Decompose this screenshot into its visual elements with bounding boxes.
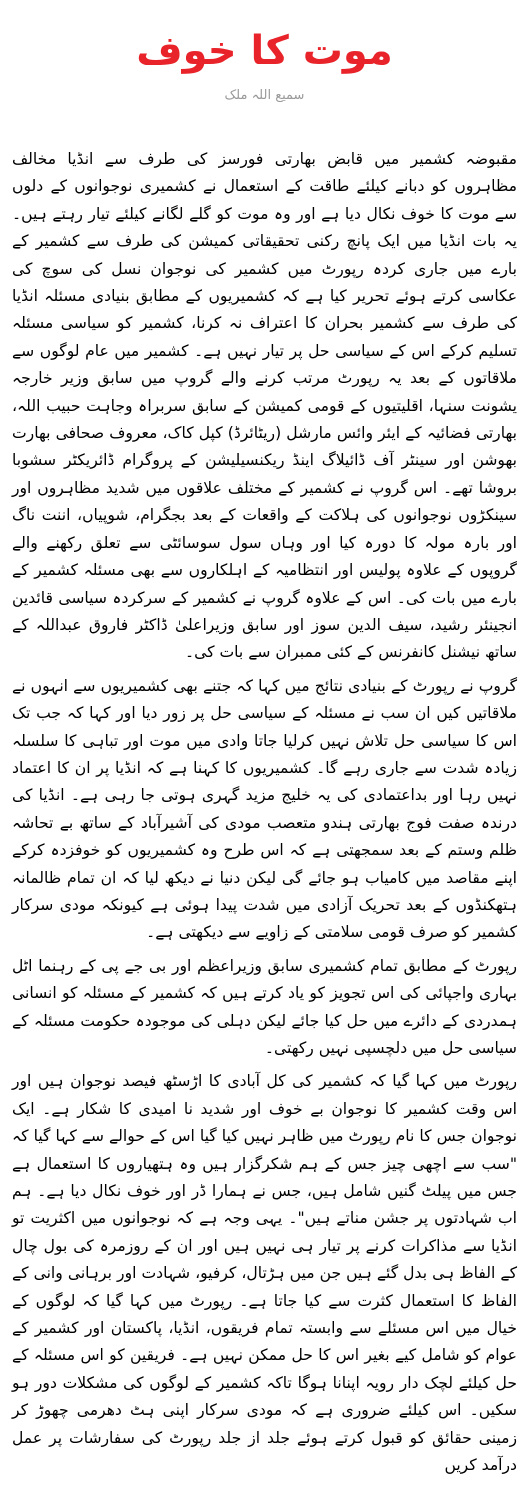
paragraph: رپورٹ میں کہا گیا کہ کشمیر کی کل آبادی کا اڑسٹھ فیصد نوجوان ہیں اور اس وقت کشمیر کا نوجوان بے خوف اور شدید نا امیدی کا شکار ہے۔ ایک نوجوان جس کا نام رپورٹ میں ظاہر نہیں کیا گیا اس کے حوالے سے کہا گیا کہ "سب سے اچھی چیز جس کے ہم شکرگزار ہیں وہ ہتھیاروں کا استعمال ہے جس میں پیلٹ گنیں شامل ہیں، جس نے ہمارا ڈر اور خوف نکال دیا ہے۔ ہم اب شہادتوں پر جشن مناتے ہیں"۔ یہی وجہ ہے کہ نوجوانوں میں اکثریت تو انڈیا سے مذاکرات کرنے پر تیار ہی نہیں ہیں اور ان کے روزمرہ کی بول چال کے الفاظ ہی بدل گئے ہیں جن میں ہڑتال، کرفیو، شہادت اور برہانی وانی کے الفاظ کا استعمال کثرت سے کیا جاتا ہے۔ رپورٹ میں کہا گیا کہ لوگوں کے خیال میں اس مسئلے سے وابستہ تمام فریقوں، انڈیا، پاکستان اور کشمیر کے عوام کو شامل کیے بغیر اس کا حل ممکن نہیں ہے۔ فریقین کو اس مسئلہ کے حل کیلئے لچک دار رویہ اپنانا ہوگا تاکہ کشمیر کے لوگوں کی مشکلات دور ہو سکیں۔ اس کیلئے ضروری ہے کہ مودی سرکار اپنی ہٹ دھرمی چھوڑ کر زمینی حقائق کو قبول کرتے ہوئے جلد از جلد رپورٹ کی سفارشات پر عمل درآمد کریں <box>12 1072 517 1475</box>
article-title: موت کا خوف <box>136 28 393 74</box>
paragraph: رپورٹ کے مطابق تمام کشمیری سابق وزیراعظم اور بی جے پی کے رہنما اٹل بہاری واجپائی کی اس تجویز کو یاد کرتے ہیں کہ کشمیر کے مسئلہ کو انسانی ہمدردی کے دائرے میں حل کیا جائے لیکن دہلی کی موجودہ حکومت مسئلہ کے سیاسی حل میں دلچسپی نہیں رکھتی۔ <box>12 956 517 1057</box>
author-byline: سمیع اللہ ملک <box>224 88 305 103</box>
paragraph: مقبوضہ کشمیر میں قابض بھارتی فورسز کی طرف سے انڈیا مخالف مظاہروں کو دبانے کیلئے طاقت کے استعمال نے کشمیری نوجوانوں کے دلوں سے موت کا خوف نکال دیا ہے اور وہ موت کو گلے لگانے کیلئے تیار رہتے ہیں۔ یہ بات انڈیا میں ایک پانچ رکنی تحقیقاتی کمیشن کی طرف سے کشمیر کے بارے میں جاری کردہ رپورٹ میں کشمیر کی نوجوان نسل کی سوچ کی عکاسی کرتے ہوئے تحریر کیا ہے کہ کشمیریوں کے مطابق بنیادی مسئلہ انڈیا کی طرف سے کشمیر بحران کا اعتراف نہ کرنا، کشمیر کو سیاسی مسئلہ تسلیم کرکے اس کے سیاسی حل پر تیار نہیں ہے۔ کشمیر میں عام لوگوں سے ملاقاتوں کے بعد یہ رپورٹ مرتب کرنے والے گروپ میں سابق وزیر خارجہ یشونت سنہا، اقلیتیوں کے قومی کمیشن کے سابق سربراہ وجاہت حبیب اللہ، بھارتی فضائیہ کے ایئر وائس مارشل (ریٹائرڈ) کپل کاک، معروف صحافی بھارت بھوشن اور سینٹر آف ڈائیلاگ اینڈ ریکنسیلیشن کے پروگرام ڈائریکٹر سشوبا بروشا تھے۔ اس گروپ نے کشمیر کے مختلف علاقوں میں شدید مظاہروں اور سینکڑوں نوجوانوں کی ہلاکت کے واقعات کے بعد بجگرام، شوپیاں، اننت ناگ اور بارہ مولہ کا دورہ کیا اور وہاں سول سوسائٹی سے تعلق رکھنے والے گروپوں کے علاوہ پولیس اور انتظامیہ کے اہلکاروں سے بھی مسئلہ کشمیر کے بارے میں بات کی۔ اس کے علاوہ گروپ نے کشمیر کے سرکردہ سیاسی قائدین انجینئر رشید، سیف الدین سوز اور سابق وزیراعلیٰ ڈاکٹر فاروق عبداللہ کے ساتھ نیشنل کانفرنس کے کئی ممبران سے بات کی۔ <box>12 150 517 662</box>
article-body <box>12 146 517 1486</box>
paragraph: گروپ نے رپورٹ کے بنیادی نتائج میں کہا کہ جتنے بھی کشمیریوں سے انہوں نے ملاقاتیں کیں ان سب نے مسئلہ کے سیاسی حل پر زور دیا اور کہا کہ جب تک اس کا سیاسی حل تلاش نہیں کرلیا جاتا وادی میں موت اور تباہی کا سلسلہ زیادہ شدت سے جاری رہے گا۔ کشمیریوں کا کہنا ہے کہ انڈیا پر ان کا اعتماد نہیں رہا اور بداعتمادی کی یہ خلیج مزید گہری ہوتی جا رہی ہے۔ انڈیا کی درندہ صفت فوج بھارتی ہندو متعصب مودی کی آشیرآباد کے ساتھ بے تحاشہ ظلم وستم کے بعد سمجھتی ہے کہ اس طرح وہ کشمیریوں کو خوفزدہ کرکے اپنے مقاصد میں کامیاب ہو جائے گی لیکن دنیا نے دیکھ لیا کہ ان تمام ظالمانہ ہتھکنڈوں کے بعد تحریک آزادی میں شدت پیدا ہوئی ہے کیونکہ مودی سرکار کشمیر کو صرف قومی سلامتی کے زاویے سے دیکھتی ہے۔ <box>12 676 517 942</box>
